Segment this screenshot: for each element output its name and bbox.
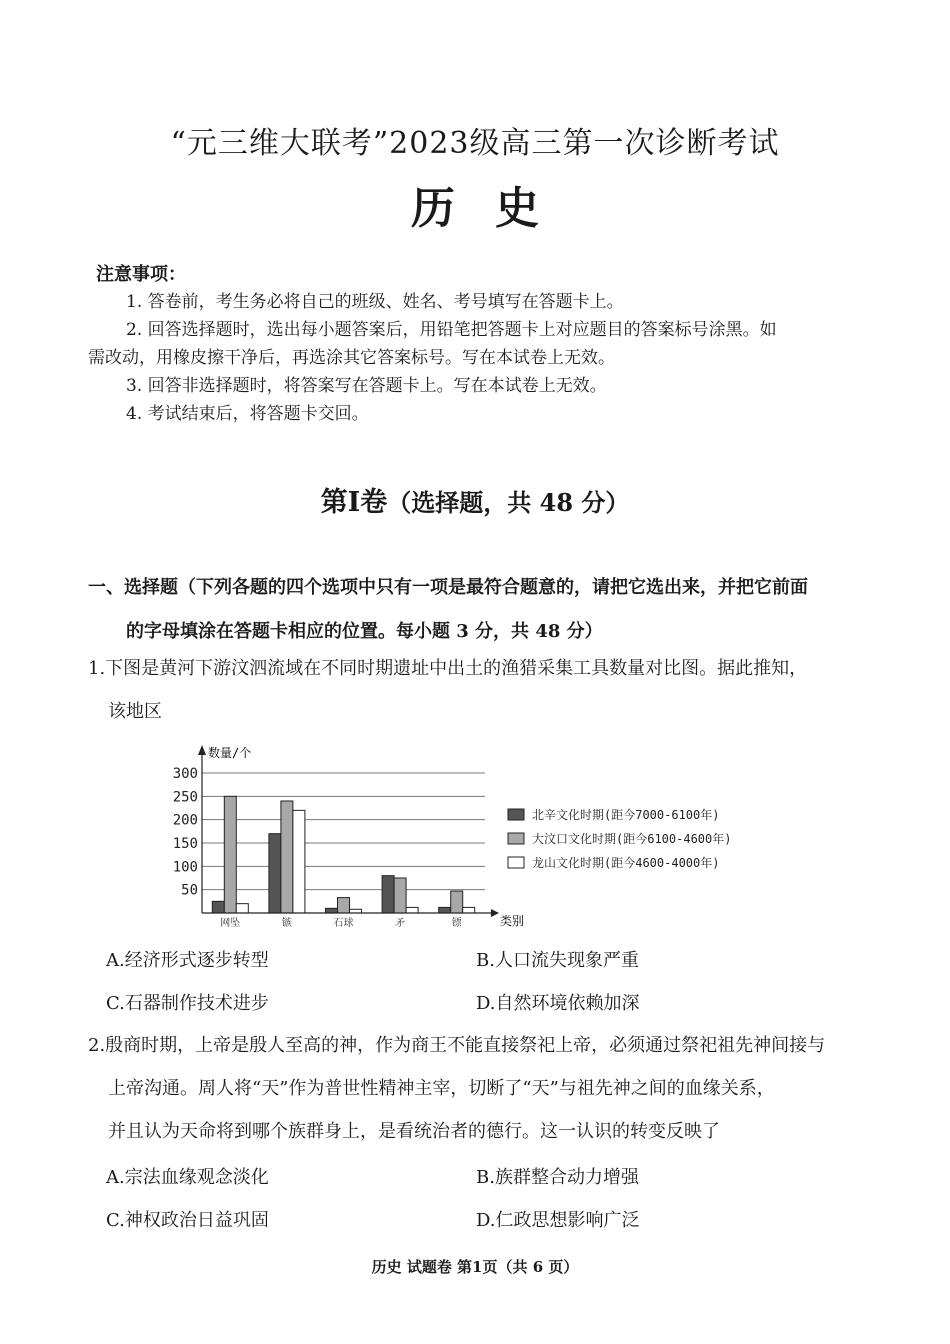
bar (281, 801, 293, 913)
question-2-option-d[interactable]: D.仁政思想影响广泛 (476, 1210, 640, 1231)
x-tick-label: 石球 (333, 918, 354, 929)
bar (236, 904, 248, 913)
bar (269, 834, 281, 913)
notice-item: 4. 考试结束后，将答题卡交回。 (126, 404, 369, 424)
legend-swatch (508, 857, 524, 868)
question-1-stem: 1.下图是黄河下游汶泗流域在不同时期遗址中出土的渔猎采集工具数量对比图。据此推知， (88, 658, 808, 679)
x-axis-arrow (491, 909, 499, 917)
notice-heading: 注意事项： (96, 264, 186, 285)
y-tick-label: 250 (172, 789, 198, 806)
y-tick-label: 200 (172, 812, 198, 829)
section-title: 第Ⅰ卷 (320, 487, 388, 518)
part-intro-line: 一、选择题（下列各题的四个选项中只有一项是最符合题意的，请把它选出来，并把它前面 (88, 577, 808, 598)
chart-bars (212, 796, 474, 913)
question-1-option-b[interactable]: B.人口流失现象严重 (476, 950, 639, 971)
question-2-option-a[interactable]: A.宗法血缘观念淡化 (106, 1167, 269, 1188)
bar (224, 796, 236, 913)
bar (212, 901, 224, 913)
y-tick-label: 150 (172, 836, 198, 852)
notice-item: 需改动，用橡皮擦干净后，再选涂其它答案标号。写在本试卷上无效。 (88, 348, 615, 368)
chart-grid (202, 773, 485, 890)
bar (382, 876, 394, 913)
question-1-option-d[interactable]: D.自然环境依赖加深 (476, 993, 640, 1014)
notice-item: 1. 答卷前，考生务必将自己的班级、姓名、考号填写在答题卡上。 (126, 292, 624, 312)
question-2-option-c[interactable]: C.神权政治日益巩固 (106, 1210, 269, 1231)
question-2-option-b[interactable]: B.族群整合动力增强 (476, 1167, 639, 1188)
bar (326, 908, 338, 913)
part-intro (88, 566, 878, 654)
notice-item: 2. 回答选择题时，选出每小题答案后，用铅笔把答题卡上对应题目的答案标号涂黑。如 (126, 320, 777, 340)
question-2-stem: 并且认为天命将到哪个族群身上，是看统治者的德行。这一认识的转变反映了 (108, 1121, 720, 1142)
bar (394, 878, 406, 913)
legend-swatch (508, 833, 524, 844)
exam-title: “元三维大联考”2023级高三第一次诊断考试 (170, 126, 780, 161)
legend-swatch (508, 809, 524, 820)
x-tick-label: 矛 (395, 918, 406, 929)
section-subtitle: （选择题，共 48 分） (387, 488, 630, 517)
question-2-stem: 上帝沟通。周人将“天”作为普世性精神主宰，切断了“天”与祖先神之间的血缘关系， (108, 1078, 775, 1099)
question-2-stem: 2.殷商时期，上帝是殷人至高的神，作为商王不能直接祭祀上帝，必须通过祭祀祖先神间接与 (88, 1035, 826, 1056)
x-axis-label: 类别 (500, 914, 525, 928)
x-tick-label: 网坠 (220, 918, 241, 929)
x-tick-label: 镞 (281, 918, 292, 929)
legend-label: 龙山文化时期(距今4600-4000年) (532, 856, 720, 870)
y-tick-label: 100 (172, 859, 198, 876)
bar (293, 810, 305, 913)
bar (406, 907, 418, 913)
bar (338, 898, 350, 913)
bar (463, 907, 475, 913)
bar (451, 891, 463, 913)
subject-title: 历史 (411, 183, 579, 234)
chart-legend (508, 807, 731, 870)
legend-label: 北辛文化时期(距今7000-6100年) (532, 808, 720, 822)
y-tick-label: 50 (181, 882, 198, 899)
question-1-stem: 该地区 (108, 701, 162, 722)
tool-count-chart (150, 735, 810, 935)
section-heading (0, 480, 950, 519)
question-1-option-c[interactable]: C.石器制作技术进步 (106, 993, 269, 1014)
notice-item: 3. 回答非选择题时，将答案写在答题卡上。写在本试卷上无效。 (126, 376, 607, 396)
part-intro-line: 的字母填涂在答题卡相应的位置。每小题 3 分，共 48 分） (126, 621, 603, 642)
x-tick-label: 镖 (451, 918, 462, 929)
y-axis-arrow (198, 745, 206, 755)
page-footer: 历史 试题卷 第1页（共 6 页） (371, 1258, 579, 1276)
legend-label: 大汶口文化时期(距今6100-4600年) (532, 832, 732, 846)
y-tick-label: 300 (172, 766, 198, 782)
question-1-option-a[interactable]: A.经济形式逐步转型 (106, 950, 269, 971)
bar (439, 907, 451, 913)
y-axis-label: 数量/个 (208, 746, 252, 760)
